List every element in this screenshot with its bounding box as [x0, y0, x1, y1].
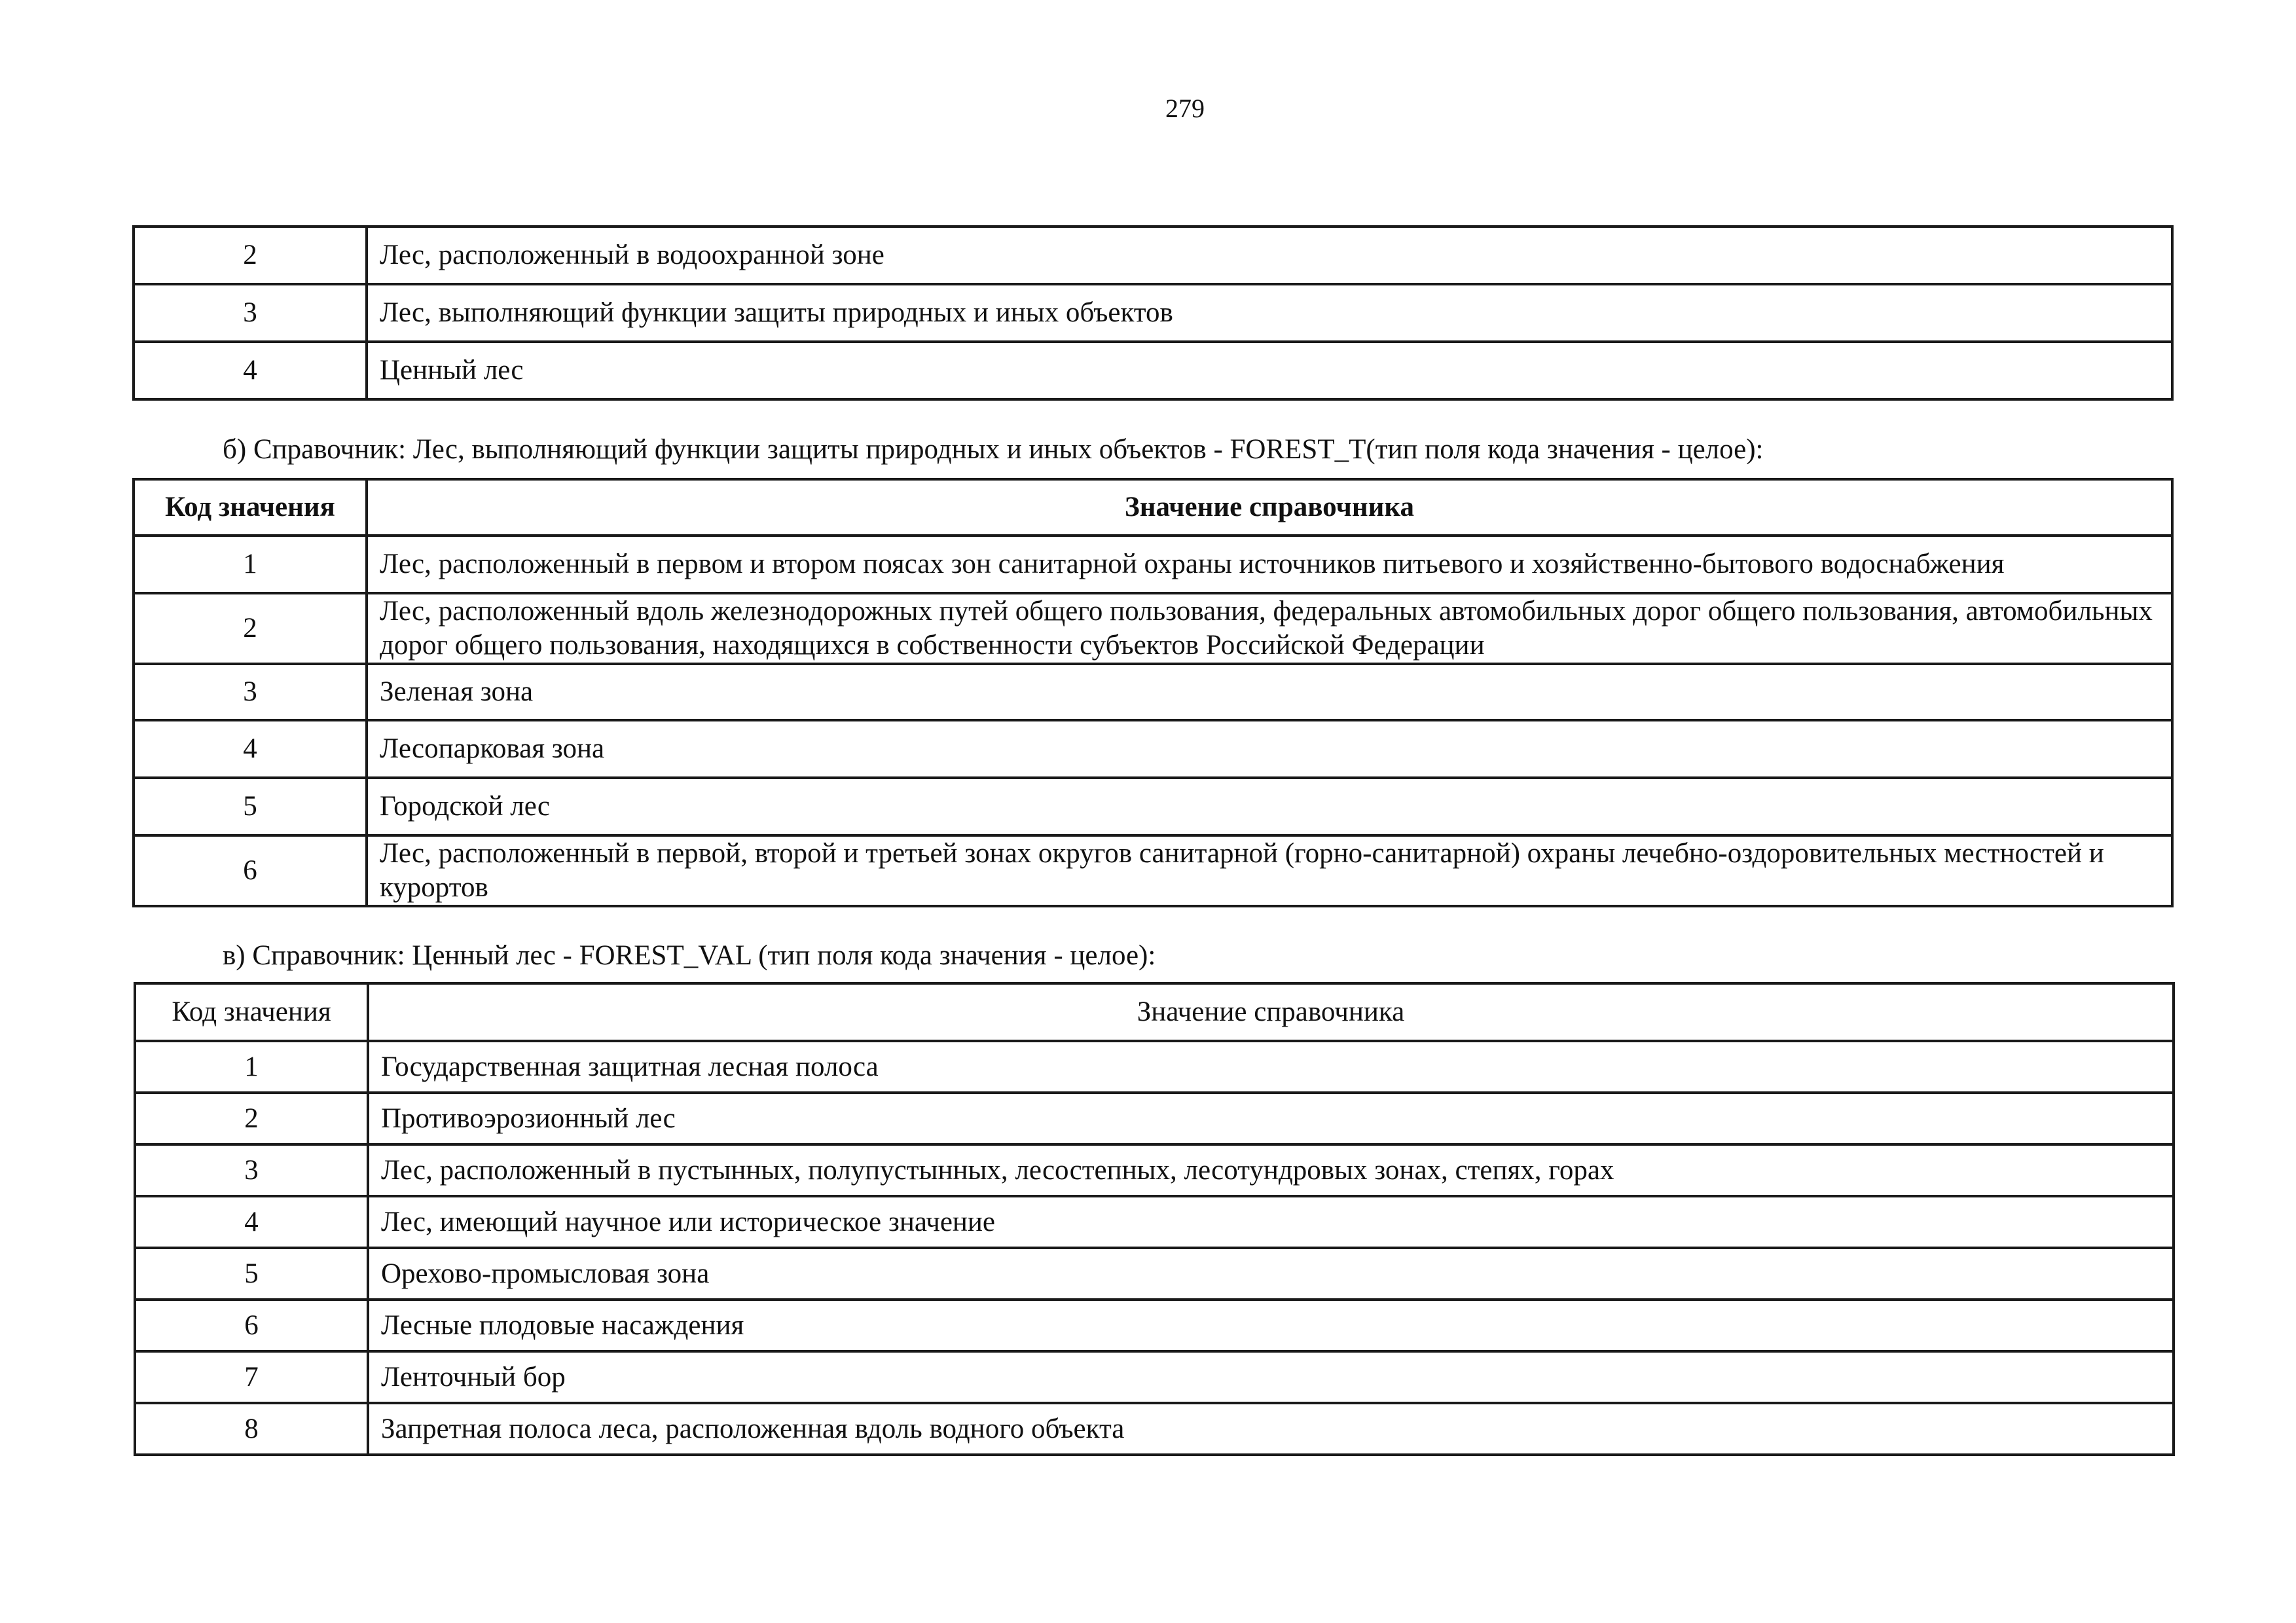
row-code: 6	[135, 1300, 368, 1351]
row-code: 6	[134, 835, 367, 906]
row-value: Лес, расположенный в пустынных, полупустынных, лесостепных, лесотундровых зонах, степях, горах	[368, 1144, 2174, 1196]
row-value: Лес, расположенный в первой, второй и третьей зонах округов санитарной (горно-санитарной) охраны лечебно-оздоровительных местностей и курортов	[367, 835, 2172, 906]
row-value: Противоэрозионный лес	[368, 1093, 2174, 1144]
section-v-caption: в) Справочник: Ценный лес - FOREST_VAL (тип поля кода значения - целое):	[223, 940, 1156, 971]
row-value: Орехово-промысловая зона	[368, 1248, 2174, 1300]
section-b-caption: б) Справочник: Лес, выполняющий функции защиты природных и иных объектов - FOREST_T(тип поля кода значения - целое):	[223, 434, 1764, 465]
table-row	[134, 536, 2172, 593]
table-forest-t	[132, 478, 2174, 907]
row-code: 4	[134, 342, 367, 399]
table-row	[134, 664, 2172, 720]
table-continuation	[132, 225, 2174, 401]
table-row	[134, 227, 2172, 284]
row-code: 3	[134, 664, 367, 720]
table-row	[134, 835, 2172, 906]
table-row	[134, 720, 2172, 778]
table-forest-val	[134, 982, 2175, 1456]
table-row	[135, 1144, 2174, 1196]
row-code: 1	[134, 536, 367, 593]
row-code: 2	[134, 593, 367, 664]
table-row	[135, 1248, 2174, 1300]
row-code: 8	[135, 1403, 368, 1455]
row-code: 5	[134, 778, 367, 835]
table-row	[135, 1403, 2174, 1455]
row-value: Запретная полоса леса, расположенная вдоль водного объекта	[368, 1403, 2174, 1455]
row-value: Ленточный бор	[368, 1351, 2174, 1403]
row-value: Зеленая зона	[367, 664, 2172, 720]
table-row	[135, 1041, 2174, 1093]
header-code: Код значения	[135, 983, 368, 1041]
table-row	[135, 1196, 2174, 1248]
table-row	[134, 284, 2172, 342]
row-value: Лес, имеющий научное или историческое значение	[368, 1196, 2174, 1248]
table-header-row	[135, 983, 2174, 1041]
row-code: 5	[135, 1248, 368, 1300]
row-value: Лес, выполняющий функции защиты природных и иных объектов	[367, 284, 2172, 342]
row-value: Лес, расположенный в первом и втором поясах зон санитарной охраны источников питьевого и хозяйственно-бытового водоснабжения	[367, 536, 2172, 593]
table-row	[134, 778, 2172, 835]
table-row	[135, 1300, 2174, 1351]
page-number: 279	[1165, 94, 1205, 123]
row-value: Городской лес	[367, 778, 2172, 835]
row-value: Ценный лес	[367, 342, 2172, 399]
row-code: 2	[135, 1093, 368, 1144]
table-row	[134, 593, 2172, 664]
row-code: 3	[134, 284, 367, 342]
row-value: Государственная защитная лесная полоса	[368, 1041, 2174, 1093]
header-code: Код значения	[134, 479, 367, 536]
row-value: Лес, расположенный в водоохранной зоне	[367, 227, 2172, 284]
row-value: Лесопарковая зона	[367, 720, 2172, 778]
row-code: 4	[134, 720, 367, 778]
table-row	[135, 1093, 2174, 1144]
row-code: 2	[134, 227, 367, 284]
row-code: 4	[135, 1196, 368, 1248]
header-value: Значение справочника	[368, 983, 2174, 1041]
table-row	[134, 342, 2172, 399]
row-code: 1	[135, 1041, 368, 1093]
row-value: Лесные плодовые насаждения	[368, 1300, 2174, 1351]
row-code: 7	[135, 1351, 368, 1403]
row-code: 3	[135, 1144, 368, 1196]
row-value: Лес, расположенный вдоль железнодорожных путей общего пользования, федеральных автомобильных дорог общего пользования, автомобильных дорог общего пользования, находящихся в собственности субъектов Российской Федерации	[367, 593, 2172, 664]
header-value: Значение справочника	[367, 479, 2172, 536]
table-row	[135, 1351, 2174, 1403]
table-header-row	[134, 479, 2172, 536]
